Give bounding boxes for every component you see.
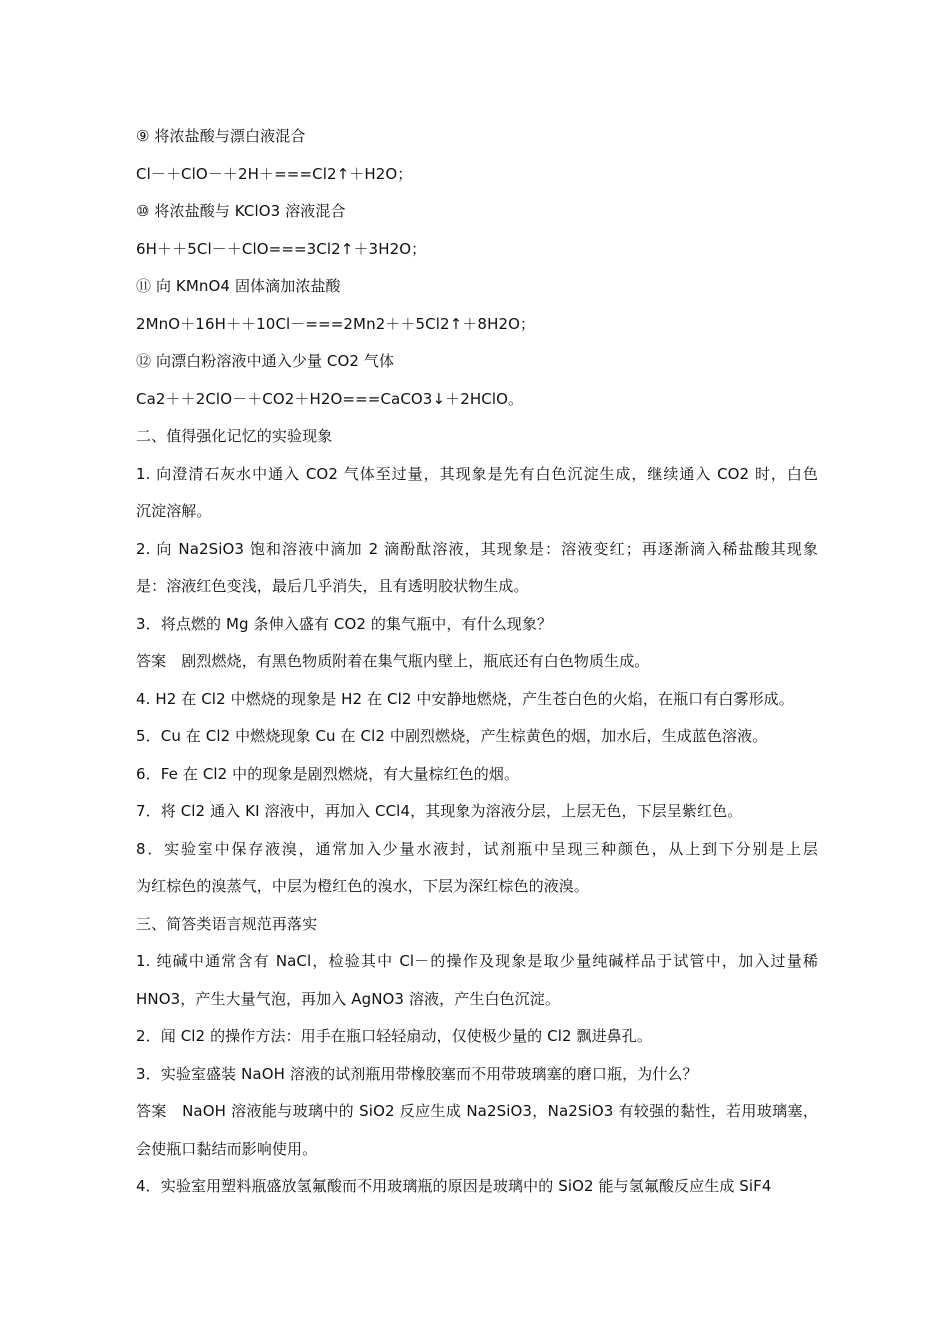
paragraph-line: 4. H2 在 Cl2 中燃烧的现象是 H2 在 Cl2 中安静地燃烧，产生苍白色的火焰，在瓶口有白雾形成。 [136, 689, 794, 708]
answer-line: 答案 剧烈燃烧，有黑色物质附着在集气瓶内壁上，瓶底还有白色物质生成。 [136, 652, 650, 670]
paragraph-line: 2．闻 Cl2 的操作方法：用手在瓶口轻轻扇动，仅使极少量的 Cl2 飘进鼻孔。 [136, 1027, 652, 1045]
question-line: 3．将点燃的 Mg 条伸入盛有 CO2 的集气瓶中，有什么现象？ [136, 614, 553, 633]
document-body [136, 118, 818, 1206]
section-heading: 二、值得强化记忆的实验现象 [136, 427, 333, 445]
paragraph-line: 2. 向 Na2SiO3 饱和溶液中滴加 2 滴酚酞溶液，其现象是：溶液变红；再逐渐滴入稀盐酸其现象 [136, 539, 818, 558]
paragraph-line: 是：溶液红色变浅，最后几乎消失，且有透明胶状物生成。 [136, 577, 529, 595]
equation-line: Cl－＋ClO－＋2H＋===Cl2↑＋H2O； [136, 164, 413, 183]
paragraph-line: 7．将 Cl2 通入 KI 溶液中，再加入 CCl4，其现象为溶液分层，上层无色，下层呈紫红色。 [136, 802, 743, 820]
equation-line: Ca2＋＋2ClO－＋CO2＋H2O===CaCO3↓＋2HClO。 [136, 389, 524, 408]
equation-line: 2MnO＋16H＋＋10Cl－===2Mn2＋＋5Cl2↑＋8H2O； [136, 314, 536, 333]
section-heading: 三、简答类语言规范再落实 [136, 914, 318, 933]
paragraph-line: 4．实验室用塑料瓶盛放氢氟酸而不用玻璃瓶的原因是玻璃中的 SiO2 能与氢氟酸反应生成 SiF4 [136, 1177, 772, 1195]
paragraph-line: 5．Cu 在 Cl2 中燃烧现象 Cu 在 Cl2 中剧烈燃烧，产生棕黄色的烟，加水后，生成蓝色溶液。 [136, 727, 768, 745]
equation-line: 6H＋＋5Cl－＋ClO===3Cl2↑＋3H2O； [136, 239, 427, 258]
paragraph-line: 6．Fe 在 Cl2 中的现象是剧烈燃烧，有大量棕红色的烟。 [136, 764, 520, 783]
paragraph-line: 1. 纯碱中通常含有 NaCl，检验其中 Cl－的操作及现象是取少量纯碱样品于试管中，加入过量稀 [136, 952, 818, 970]
question-line: 3．实验室盛装 NaOH 溶液的试剂瓶用带橡胶塞而不用带玻璃塞的磨口瓶，为什么？ [136, 1064, 698, 1083]
paragraph-line: 为红棕色的溴蒸气，中层为橙红色的溴水，下层为深红棕色的液溴。 [136, 877, 590, 895]
paragraph-line: 沉淀溶解。 [136, 502, 212, 520]
paragraph-line: HNO3，产生大量气泡，再加入 AgNO3 溶液，产生白色沉淀。 [136, 989, 560, 1008]
text-line: ⑨ 将浓盐酸与漂白液混合 [136, 127, 306, 145]
text-line: ⑪ 向 KMnO4 固体滴加浓盐酸 [136, 277, 341, 295]
answer-line: 会使瓶口黏结而影响使用。 [136, 1139, 318, 1158]
paragraph-line: 8．实验室中保存液溴，通常加入少量水液封，试剂瓶中呈现三种颜色，从上到下分别是上层 [136, 839, 818, 858]
paragraph-line: 1. 向澄清石灰水中通入 CO2 气体至过量，其现象是先有白色沉淀生成，继续通入 CO2 时，白色 [136, 464, 818, 483]
text-line: ⑫ 向漂白粉溶液中通入少量 CO2 气体 [136, 352, 395, 370]
text-line: ⑩ 将浓盐酸与 KClO3 溶液混合 [136, 202, 346, 220]
answer-line: 答案 NaOH 溶液能与玻璃中的 SiO2 反应生成 Na2SiO3，Na2SiO3 有较强的黏性，若用玻璃塞， [136, 1102, 818, 1120]
